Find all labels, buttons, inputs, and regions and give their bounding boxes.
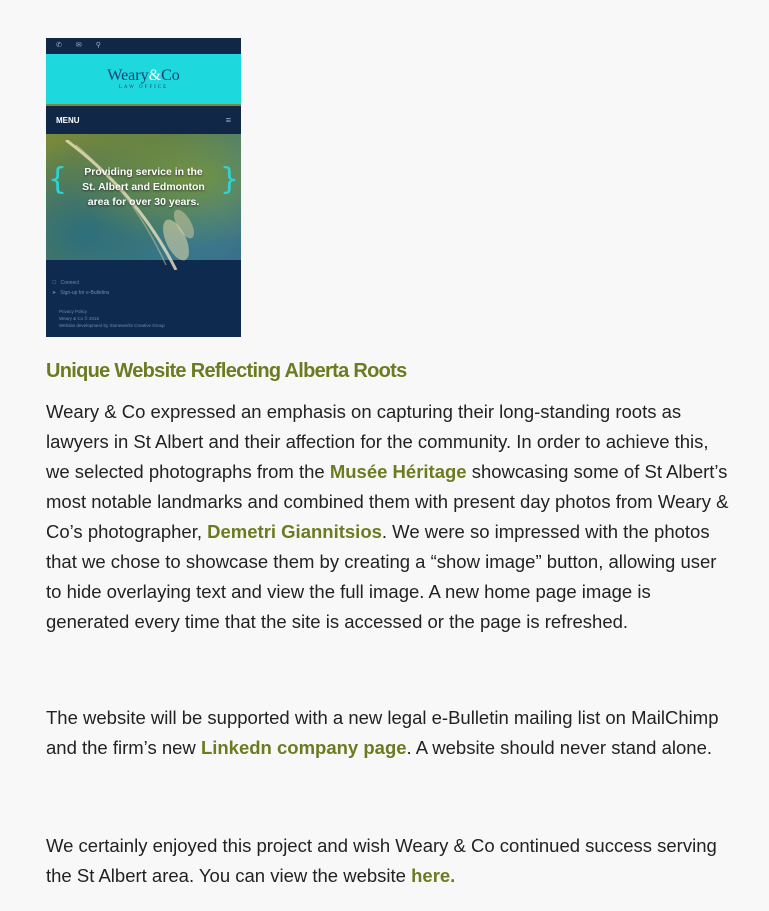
linkedin-company-link[interactable]: Linkedn company page: [200, 737, 407, 758]
logo: Weary&Co: [107, 67, 180, 84]
article-heading: Unique Website Reflecting Alberta Roots: [46, 360, 407, 382]
hero-image: [46, 134, 241, 260]
mail-icon: ✉: [75, 42, 82, 49]
paragraph-closing: We certainly enjoyed this project and wish Weary & Co continued success serving the St Albert area. You can view the website here.: [46, 835, 717, 886]
photographer-link[interactable]: Demetri Giannitsios: [207, 521, 382, 542]
logo-subtitle: LAW OFFICE: [118, 85, 169, 90]
phone-top-bar: [46, 38, 241, 54]
paragraph-roots: Weary & Co expressed an emphasis on capturing their long-standing roots as lawyers in St Albert and their affection for the community. In order to achieve this, we selected photographs from the Musée Héritage showcasing some of St Albert’s most notable landmarks and combined them with present day photos from Weary & Co’s photographer, Demetri Giannitsios. We were so impressed with the photos that we chose to showcase them by creating a “show image” button, allowing user to hide overlaying text and view the full image. A new home page image is generated every time that the site is accessed or the page is refreshed.: [46, 401, 729, 632]
website-here-link[interactable]: here.: [411, 865, 456, 886]
website-screenshot: [46, 38, 241, 337]
square-icon: ☐: [52, 280, 57, 286]
footer-dev-credit: Website development by Stonewerks Creative Group: [59, 323, 165, 328]
send-icon: ➤: [52, 290, 57, 296]
slider-next-icon: }: [219, 162, 239, 197]
slider-prev-icon: {: [48, 162, 68, 197]
phone-icon: ✆: [56, 42, 62, 49]
hero-text: Providing service in the St. Albert and Edmonton area for over 30 years.: [82, 166, 205, 208]
logo-band: [46, 54, 241, 106]
footer-connect: ☐ Connect: [52, 280, 80, 286]
menu-label: MENU: [56, 115, 80, 125]
map-pin-icon: ⚲: [95, 42, 101, 49]
menu-bar: [46, 106, 241, 134]
musee-heritage-link[interactable]: Musée Héritage: [329, 461, 467, 482]
footer-privacy: Privacy Policy: [59, 309, 88, 314]
paragraph-mailchimp: The website will be supported with a new legal e-Bulletin mailing list on MailChimp and the firm’s new Linkedn company page. A website should never stand alone.: [46, 707, 719, 758]
phone-footer: [46, 260, 241, 329]
footer-signup: ➤ Sign-up for e-Bulletins: [52, 290, 110, 296]
footer-copyright: Weary & Co © 2016: [59, 316, 100, 321]
hamburger-icon: ≡: [225, 115, 231, 125]
